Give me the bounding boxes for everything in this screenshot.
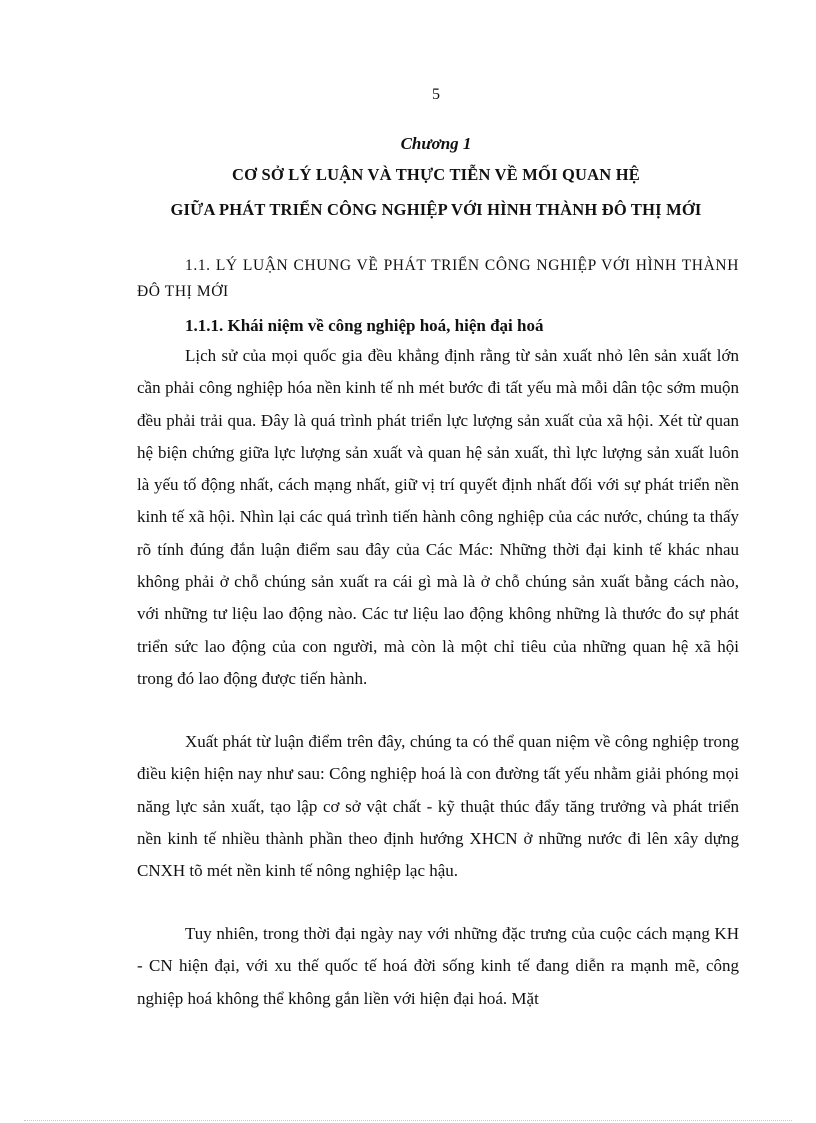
section-heading: 1.1. LÝ LUẬN CHUNG VỀ PHÁT TRIỂN CÔNG NGHIỆP VỚI HÌNH THÀNH ĐÔ THỊ MỚI <box>137 257 739 300</box>
chapter-title-line-1: CƠ SỞ LÝ LUẬN VÀ THỰC TIỄN VỀ MỐI QUAN HỆ <box>232 165 640 184</box>
body-paragraph-3: Tuy nhiên, trong thời đại ngày nay với những đặc trưng của cuộc cách mạng KH - CN hiện đại, với xu thế quốc tế hoá đời sống kinh tế đang diễn ra mạnh mẽ, công nghiệp hoá không thể không gắn liền với hiện đại hoá. Mặt <box>137 924 739 1008</box>
body-paragraph-2: Xuất phát từ luận điểm trên đây, chúng ta có thể quan niệm về công nghiệp trong điều kiện hiện nay như sau: Công nghiệp hoá là con đường tất yếu nhằm giải phóng mọi năng lực sản xuất, tạo lập cơ sở vật chất - kỹ thuật thúc đẩy tăng trưởng và phát triển nền kinh tế nhiều thành phần theo định hướng XHCN ở những nước đi lên xây dựng CNXH tõ mét nền kinh tế nông nghiệp lạc hậu. <box>137 732 739 881</box>
page-number: 5 <box>432 86 440 103</box>
body-paragraph-1: Lịch sử của mọi quốc gia đều khẳng định rằng từ sản xuất nhỏ lên sản xuất lớn cần phải công nghiệp hóa nền kinh tế nh mét bước đi tất yếu mà mỗi dân tộc sớm muộn đều phải trải qua. Đây là quá trình phát triển lực lượng sản xuất của xã hội. Xét từ quan hệ biện chứng giữa lực lượng sản xuất và quan hệ sản xuất, thì lực lượng sản xuất luôn là yếu tố động nhất, cách mạng nhất, giữ vị trí quyết định nhất đối với sự phát triển nền kinh tế xã hội. Nhìn lại các quá trình tiến hành công nghiệp của các nước, chúng ta thấy rõ tính đúng đắn luận điểm sau đây của Các Mác: Những thời đại kinh tế khác nhau không phải ở chỗ chúng sản xuất ra cái gì mà là ở chỗ chúng sản xuất bằng cách nào, với những tư liệu lao động nào. Các tư liệu lao động không những là thước đo sự phát triển sức lao động của con người, mà còn là một chỉ tiêu của những quan hệ xã hội trong đó lao động được tiến hành. <box>137 346 739 688</box>
page-bottom-divider <box>24 1120 792 1121</box>
chapter-title-line-2: GIỮA PHÁT TRIỂN CÔNG NGHIỆP VỚI HÌNH THÀNH ĐÔ THỊ MỚI <box>170 200 702 219</box>
chapter-label: Chương 1 <box>400 134 472 153</box>
subsection-heading: 1.1.1. Khái niệm về công nghiệp hoá, hiện đại hoá <box>185 316 544 335</box>
